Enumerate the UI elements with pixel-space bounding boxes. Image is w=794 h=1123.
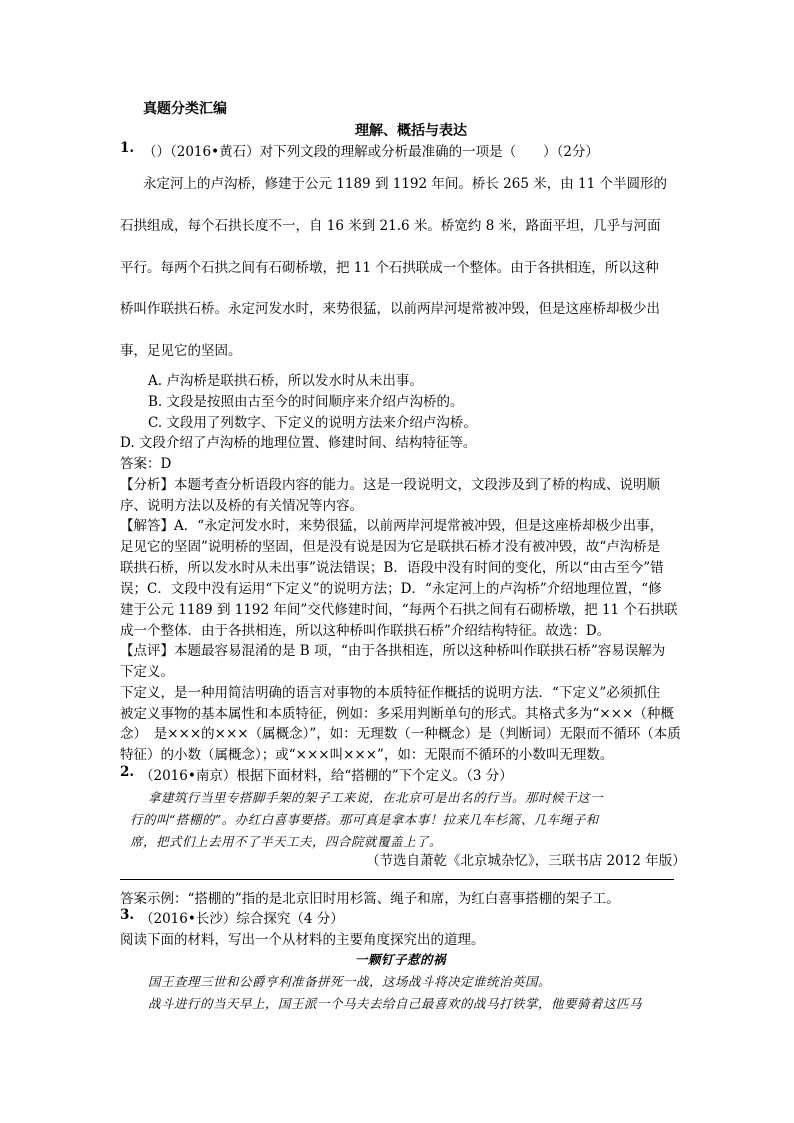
definition-line: 下定义，是一种用简洁明确的语言对事物的本质特征作概括的说明方法．“下定义”必须抓住 (120, 685, 661, 701)
solution-line: 足见它的坚固”说明桥的坚固，但是没有说是因为它是联拱石桥才没有被冲毁，故“卢沟桥是 (120, 539, 661, 555)
comment-line: 【点评】本题最容易混淆的是 B 项，“由于各拱相连，所以这种桥叫作联拱石桥”容易误解为 (120, 643, 666, 659)
definition-line: 特征）的小数（属概念）；或“×××叫×××”，如：无限而不循环的小数叫无理数。 (120, 747, 614, 763)
solution-line: 建于公元 1189 到 1192 年间”交代修建时间，“每两个石拱之间有石砌桥墩，把 11 个石拱联 (120, 602, 678, 618)
comment-line: 下定义。 (120, 664, 174, 680)
page-title: 理解、概括与表达 (355, 123, 467, 139)
definition-line: 念） 是×××的×××（属概念）”，如：无理数（一种概念）是（判断词）无限而不循环（本质 (120, 726, 681, 742)
definition-line: 被定义事物的基本属性和本质特征，例如：多采用判断单句的形式。其格式多为“×××（种概 (120, 706, 674, 722)
option-d: D. 文段介绍了卢沟桥的地理位置、修建时间、结构特征等。 (120, 435, 477, 451)
option-c: C. 文段用了列数字、下定义的说明方法来介绍卢沟桥。 (148, 415, 477, 431)
question-stem: （2016•长沙）综合探究（4 分） (140, 911, 344, 927)
story-title: 一颗钉子惹的祸 (355, 952, 447, 967)
material-line: 席，把式们上去用不了半天工夫，四合院就覆盖上了。 (130, 834, 443, 849)
question-number: 1. (120, 140, 135, 156)
option-b: B. 文段是按照由古至今的时间顺序来介绍卢沟桥的。 (148, 394, 464, 410)
passage-line: 桥叫作联拱石桥。永定河发水时，来势很猛，以前两岸河堤常被冲毁，但是这座桥却极少出 (120, 301, 660, 317)
passage-line: 永定河上的卢沟桥，修建于公元 1189 到 1192 年间。桥长 265 米，由 11 个半圆形的 (143, 176, 667, 192)
solution-line: 成一个整体．由于各拱相连，所以这种桥叫作联拱石桥”介绍结构特征。故选：D。 (120, 623, 611, 639)
story-line: 国王查理三世和公爵亨利准备拼死一战，这场战斗将决定谁统治英国。 (148, 974, 552, 989)
solution-line: 联拱石桥，所以发水时从未出事”说法错误；B．语段中没有时间的变化，所以“由古至今”错 (120, 560, 664, 576)
question-number: 2. (120, 764, 135, 780)
answer: 答案示例：“搭棚的”指的是北京旧时用杉篙、绳子和席，为红白喜事搭棚的架子工。 (120, 891, 620, 907)
material-line: 拿建筑行当里专搭脚手架的架子工来说，在北京可是出名的行当。那时候干这一 (148, 790, 604, 805)
material-line: 行的叫“搭棚的”。办红白喜事要搭。那可真是拿本事！拉来几车杉篙、几车绳子和 (130, 812, 599, 827)
material-source: （节选自萧乾《北京城杂忆》，三联书店 2012 年版） (366, 853, 686, 869)
analysis-line: 【分析】本题考查分析语段内容的能力。这是一段说明文，文段涉及到了桥的构成、说明顺 (120, 477, 660, 493)
section-heading: 真题分类汇编 (143, 101, 227, 117)
passage-line: 石拱组成，每个石拱长度不一，自 16 米到 21.6 米。桥宽约 8 米，路面平坦，几乎与河面 (120, 218, 661, 234)
story-line: 战斗进行的当天早上，国王派一个马夫去给自己最喜欢的战马打铁掌，他要骑着这匹马 (148, 996, 643, 1011)
analysis-line: 序、说明方法以及桥的有关情况等内容。 (120, 498, 363, 514)
answer: 答案：D (120, 456, 172, 472)
option-a: A. 卢沟桥是联拱石桥，所以发水时从未出事。 (148, 373, 423, 389)
solution-line: 【解答】A．“永定河发水时，来势很猛，以前两岸河堤常被冲毁，但是这座桥却极少出事， (120, 518, 664, 534)
passage-line: 事，足见它的坚固。 (120, 343, 242, 359)
question-stem: （2016•南京）根据下面材料，给“搭棚的”下个定义。（3 分） (140, 768, 513, 784)
passage-line: 平行。每两个石拱之间有石砌桥墩，把 11 个石拱联成一个整体。由于各拱相连，所以这种 (120, 260, 659, 276)
question-stem: （）（2016•黄石）对下列文段的理解或分析最准确的一项是（ ）（2分） (143, 144, 599, 160)
instruction: 阅读下面的材料，写出一个从材料的主要角度探究出的道理。 (120, 932, 485, 948)
question-number: 3. (120, 907, 135, 923)
divider (120, 879, 674, 880)
solution-line: 误；C．文段中没有运用“下定义”的说明方法；D．“永定河上的卢沟桥”介绍地理位置，“修 (120, 581, 662, 597)
